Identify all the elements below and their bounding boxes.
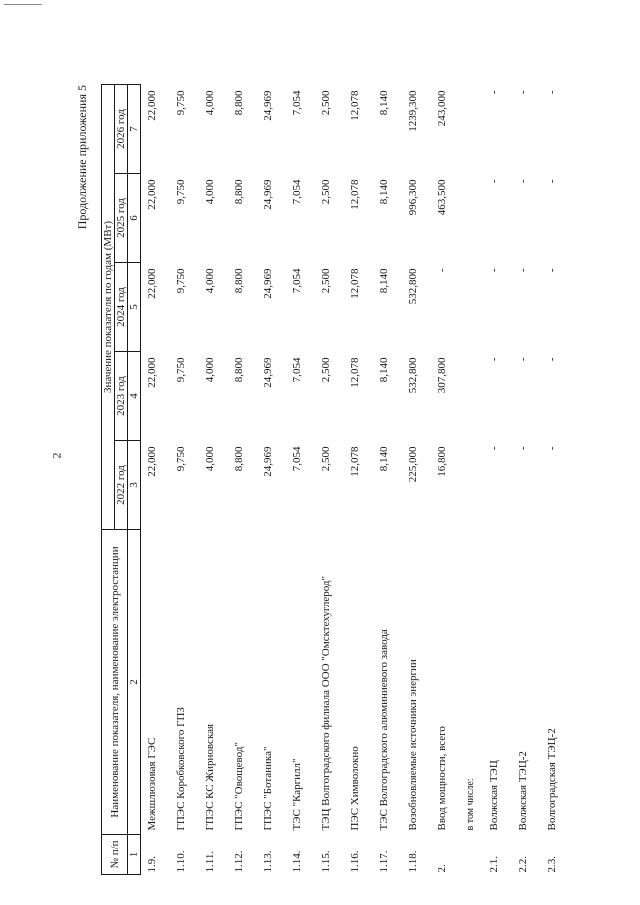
- row-number: 2.3.: [545, 856, 558, 873]
- row-value: 8,800: [232, 179, 245, 205]
- row-value: 22,000: [146, 357, 158, 388]
- table-row: [461, 84, 483, 874]
- row-value: 16,800: [436, 446, 449, 477]
- scan-edge-line: [4, 4, 42, 5]
- row-number: 2.: [436, 864, 449, 873]
- row-number: 1.17.: [378, 850, 391, 873]
- row-number: 2.1.: [487, 856, 500, 873]
- row-value: 8,140: [378, 446, 391, 472]
- row-value: 8,140: [378, 179, 391, 205]
- row-value: 307,800: [436, 357, 449, 394]
- row-value: -: [436, 268, 449, 273]
- table-row: [141, 84, 170, 874]
- table-row: [373, 84, 402, 874]
- header-index: 4: [128, 352, 141, 441]
- row-value: 243,000: [436, 90, 449, 127]
- row-value: 2,500: [320, 446, 333, 472]
- header-group-title: Значение показателя по годам (МВт): [102, 84, 115, 529]
- row-name: ГПЭС КС Жирновская: [203, 723, 216, 831]
- row-name: Ввод мощности, всего: [436, 726, 449, 831]
- row-value: 532,800: [407, 357, 420, 394]
- row-value: -: [516, 90, 529, 95]
- header-year: 2022 год: [115, 441, 128, 530]
- row-number: 1.14.: [290, 850, 303, 873]
- row-value: -: [516, 446, 529, 451]
- header-index: 7: [128, 84, 141, 173]
- row-name: Волгоградская ТЭЦ-2: [545, 728, 558, 831]
- rotated-page-content: [75, 85, 575, 875]
- table-row: [257, 84, 286, 874]
- row-value: 8,800: [232, 446, 245, 472]
- row-value: 225,000: [407, 446, 420, 483]
- header-name: Наименование показателя, наименование электростанции: [102, 530, 128, 835]
- row-value: 22,000: [146, 268, 158, 299]
- row-value: -: [545, 357, 558, 362]
- row-value: 9,750: [174, 357, 187, 383]
- row-value: 22,000: [146, 446, 158, 477]
- row-value: 12,078: [349, 357, 362, 388]
- table-row: [344, 84, 373, 874]
- row-name: ГПЭС "Овощевод": [232, 742, 245, 831]
- continuation-label: Продолжение приложения 5: [75, 85, 89, 230]
- row-value: 22,000: [146, 90, 158, 121]
- row-value: 463,500: [436, 179, 449, 216]
- row-value: 7,054: [290, 357, 303, 383]
- row-value: 532,800: [407, 268, 420, 305]
- row-name: в том числе:: [464, 778, 476, 831]
- row-number: 1.16.: [349, 850, 362, 873]
- row-value: 7,054: [290, 90, 303, 116]
- table-row: [315, 84, 344, 874]
- row-value: 4,000: [203, 90, 216, 116]
- row-value: -: [487, 357, 500, 362]
- row-value: -: [545, 179, 558, 184]
- row-number: 1.12.: [232, 850, 245, 873]
- header-year: 2025 год: [115, 174, 128, 263]
- row-value: 12,078: [349, 90, 362, 121]
- row-number: 1.11.: [203, 850, 216, 873]
- row-value: -: [487, 179, 500, 184]
- table-row: [512, 84, 541, 874]
- row-value: 12,078: [349, 268, 362, 299]
- row-value: [461, 263, 483, 352]
- row-number: 1.15.: [320, 850, 333, 873]
- row-value: 9,750: [174, 446, 187, 472]
- row-value: 8,800: [232, 357, 245, 383]
- row-value: 7,054: [290, 446, 303, 472]
- header-year: 2024 год: [115, 263, 128, 352]
- table-body: [141, 84, 570, 874]
- row-value: 12,078: [349, 446, 362, 477]
- row-name: Межшлюзовая ГЭС: [146, 737, 158, 831]
- row-name: ТЭЦ Волгоградского филиала ООО "Омсктехуглерод": [320, 575, 333, 831]
- row-value: 8,140: [378, 90, 391, 116]
- row-value: 8,140: [378, 268, 391, 294]
- row-value: 2,500: [320, 357, 333, 383]
- row-value: [461, 352, 483, 441]
- row-value: 24,969: [261, 179, 274, 210]
- row-number: 1.10.: [174, 850, 187, 873]
- header-index: 6: [128, 174, 141, 263]
- header-index: 3: [128, 441, 141, 530]
- row-value: -: [516, 268, 529, 273]
- row-name: Возобновляемые источники энергии: [407, 659, 420, 831]
- row-value: 1239,300: [407, 90, 420, 132]
- row-value: 22,000: [146, 179, 158, 210]
- header-index: 5: [128, 263, 141, 352]
- row-value: -: [487, 90, 500, 95]
- row-value: 24,969: [261, 446, 274, 477]
- row-number: 1.18.: [407, 850, 420, 873]
- row-name: Волжская ТЭЦ: [487, 760, 500, 831]
- row-value: 9,750: [174, 179, 187, 205]
- row-value: 12,078: [349, 179, 362, 210]
- table-row: [286, 84, 315, 874]
- row-value: -: [487, 268, 500, 273]
- row-value: 7,054: [290, 268, 303, 294]
- header-number: № п/п: [102, 835, 128, 875]
- row-value: 7,054: [290, 179, 303, 205]
- table-row: [199, 84, 228, 874]
- row-value: 9,750: [174, 90, 187, 116]
- header-year: 2026 год: [115, 84, 128, 173]
- power-table: [101, 84, 570, 875]
- header-year: 2023 год: [115, 352, 128, 441]
- row-number: 1.13.: [261, 850, 274, 873]
- row-value: 8,140: [378, 357, 391, 383]
- row-name: ПЭС Химволокно: [349, 746, 362, 831]
- row-value: [461, 174, 483, 263]
- header-index: 1: [128, 835, 141, 875]
- row-number: 1.9.: [146, 856, 158, 873]
- row-value: 4,000: [203, 357, 216, 383]
- row-name: ГПЭС Коробковского ГПЗ: [174, 707, 187, 831]
- row-value: -: [516, 179, 529, 184]
- row-value: 9,750: [174, 268, 187, 294]
- table-row: [170, 84, 199, 874]
- row-number: [461, 835, 483, 875]
- table-row: [483, 84, 512, 874]
- row-value: 8,800: [232, 90, 245, 116]
- row-value: 4,000: [203, 268, 216, 294]
- row-name: ГПЭС "Ботаника": [261, 746, 274, 831]
- page-number: 2: [49, 452, 64, 459]
- row-value: [461, 441, 483, 530]
- row-value: -: [545, 90, 558, 95]
- row-number: 2.2.: [516, 856, 529, 873]
- table-row: [541, 84, 570, 874]
- table-row: [431, 84, 460, 874]
- table-row: [402, 84, 431, 874]
- row-value: 24,969: [261, 268, 274, 299]
- row-value: -: [516, 357, 529, 362]
- row-value: [461, 84, 483, 173]
- row-value: 8,800: [232, 268, 245, 294]
- row-value: 4,000: [203, 446, 216, 472]
- table-row: [228, 84, 257, 874]
- row-value: 24,969: [261, 357, 274, 388]
- row-value: 24,969: [261, 90, 274, 121]
- header-index: 2: [128, 530, 141, 835]
- row-name: Волжская ТЭЦ-2: [516, 751, 529, 831]
- row-value: -: [545, 446, 558, 451]
- row-value: -: [487, 446, 500, 451]
- row-value: -: [545, 268, 558, 273]
- row-value: 2,500: [320, 268, 333, 294]
- row-value: 2,500: [320, 90, 333, 116]
- row-name: ТЭС Волгоградского алюминиевого завода: [378, 629, 391, 831]
- row-value: 2,500: [320, 179, 333, 205]
- row-name: ТЭС "Каргилл": [290, 758, 303, 831]
- row-value: 4,000: [203, 179, 216, 205]
- row-value: 996,300: [407, 179, 420, 216]
